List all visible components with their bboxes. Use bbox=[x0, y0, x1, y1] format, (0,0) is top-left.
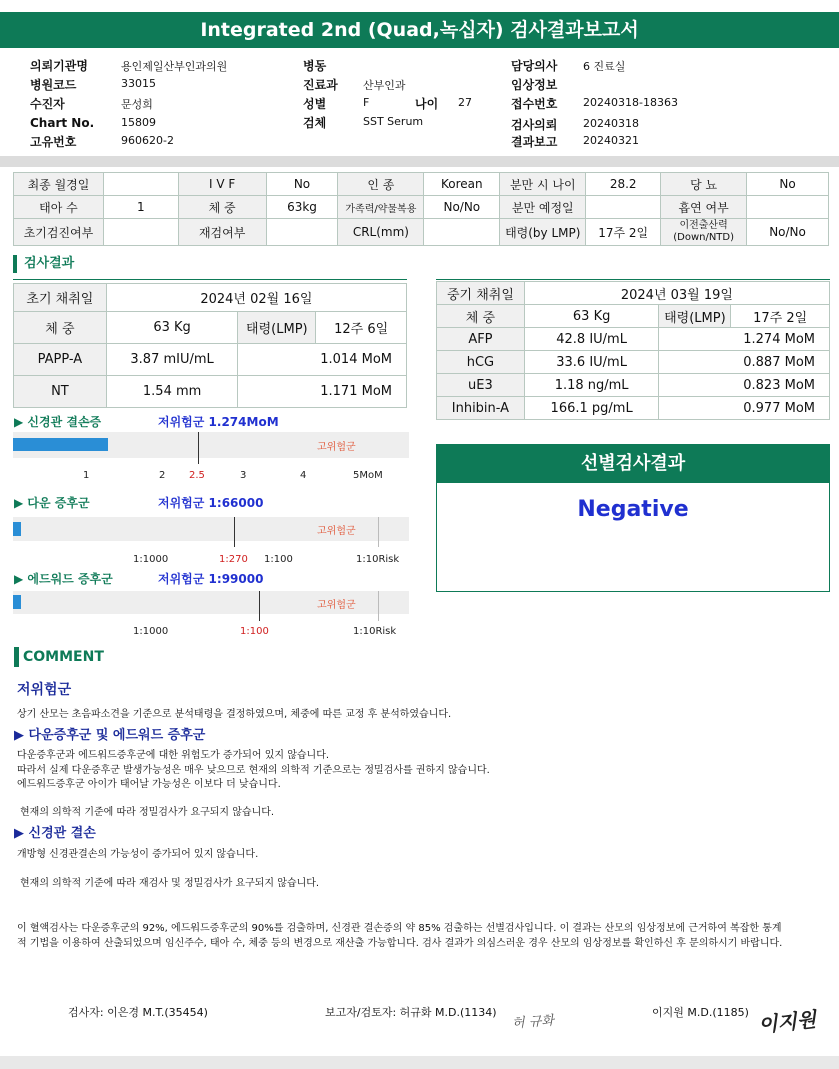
info-row bbox=[14, 219, 829, 246]
header-value: SST Serum bbox=[363, 115, 424, 128]
risk-label: ▶ 다운 증후군 bbox=[14, 496, 90, 510]
high-risk-label: 고위험군 bbox=[317, 442, 356, 453]
marker-value: 42.8 IU/mL bbox=[524, 328, 659, 351]
divider bbox=[436, 279, 830, 280]
info-key: 이전출산력 (Down/NTD) bbox=[661, 219, 747, 246]
header-key: 임상정보 bbox=[511, 78, 558, 92]
header-value: F bbox=[363, 96, 370, 109]
cutoff-marker bbox=[198, 432, 199, 464]
results-title: 검사결과 bbox=[13, 255, 74, 273]
screening-result: Negative bbox=[577, 497, 689, 522]
doctor-handwritten-signature: 이지원 bbox=[757, 1007, 818, 1037]
marker-value: 33.6 IU/mL bbox=[524, 351, 659, 374]
early-weight: 63 Kg bbox=[106, 312, 238, 344]
comment-text: 에드워드증후군 아이가 태어날 가능성은 이보다 더 낮습니다. bbox=[17, 779, 281, 790]
risk-label: ▶ 에드워드 증후군 bbox=[14, 572, 113, 586]
marker-mom: 0.977 MoM bbox=[659, 397, 830, 420]
marker-value: 166.1 pg/mL bbox=[524, 397, 659, 420]
risk-bar-fill bbox=[13, 438, 108, 451]
info-key: 재검여부 bbox=[178, 219, 266, 246]
info-key: 가족력/약물복용 bbox=[338, 196, 424, 219]
mid-weight-label: 체 중 bbox=[437, 305, 525, 328]
comment-marker bbox=[14, 647, 19, 667]
high-risk-label: 고위험군 bbox=[317, 600, 356, 611]
disclaimer-text: 이 혈액검사는 다운증후군의 92%, 에드워드증후군의 90%를 검출하며, 신경관 결손증의 약 85% 검출하는 선별검사입니다. 이 결과는 산모의 임상정보에 근거하여 복잡한 통계 bbox=[17, 923, 782, 934]
axis-tick: 1:1000 bbox=[133, 626, 169, 637]
info-value bbox=[266, 219, 338, 246]
reviewer-handwritten-signature: 허 규화 bbox=[511, 1013, 555, 1032]
header-value: 20240321 bbox=[583, 134, 639, 147]
header-value: 6 진료실 bbox=[583, 60, 626, 73]
axis-tick: 2 bbox=[159, 470, 166, 481]
comment-heading: ▶ 신경관 결손 bbox=[14, 826, 96, 841]
marker-name: PAPP-A bbox=[14, 344, 107, 376]
info-key: I V F bbox=[178, 173, 266, 196]
info-value: 17주 2일 bbox=[586, 219, 661, 246]
header-key: 성별 bbox=[303, 97, 327, 111]
disclaimer-text: 적 기법을 이용하여 산출되었으며 임신주수, 태아 수, 체중 등의 변경으로 재산출 가능합니다. 검사 결과가 의심스러운 경우 산모의 임상정보를 확인하신 후 문의하시기 바랍니다. bbox=[17, 938, 783, 949]
info-key: 인 종 bbox=[338, 173, 424, 196]
table-row bbox=[14, 376, 407, 408]
info-value: Korean bbox=[424, 173, 500, 196]
axis-tick-cutoff: 1:100 bbox=[240, 626, 269, 637]
axis-tick: 1:10Risk bbox=[356, 554, 400, 565]
table-row bbox=[437, 374, 830, 397]
axis-tick: 3 bbox=[240, 470, 247, 481]
axis-tick: 1:10Risk bbox=[353, 626, 397, 637]
info-value bbox=[747, 196, 829, 219]
header-value: 용인제일산부인과의원 bbox=[121, 60, 228, 73]
marker-name: NT bbox=[14, 376, 107, 408]
screening-title: 선별검사결과 bbox=[437, 445, 829, 483]
early-date-label: 초기 채취일 bbox=[14, 284, 107, 312]
marker-mom: 1.014 MoM bbox=[238, 344, 407, 376]
info-key: CRL(mm) bbox=[338, 219, 424, 246]
info-value: No/No bbox=[424, 196, 500, 219]
info-value bbox=[103, 173, 178, 196]
marker-value: 1.54 mm bbox=[106, 376, 238, 408]
info-key: 흡연 여부 bbox=[661, 196, 747, 219]
marker-mom: 0.887 MoM bbox=[659, 351, 830, 374]
marker-name: uE3 bbox=[437, 374, 525, 397]
info-value: No bbox=[266, 173, 338, 196]
axis-end-marker bbox=[378, 591, 379, 621]
risk-value: 저위험군 1:99000 bbox=[158, 572, 264, 586]
mid-date-label: 중기 채취일 bbox=[437, 282, 525, 305]
info-row bbox=[14, 173, 829, 196]
header-key: 병원코드 bbox=[30, 78, 77, 92]
marker-name: Inhibin-A bbox=[437, 397, 525, 420]
header-key: 고유번호 bbox=[30, 135, 77, 149]
cutoff-marker bbox=[259, 591, 260, 621]
early-date: 2024년 02월 16일 bbox=[106, 284, 406, 312]
divider bbox=[13, 279, 407, 280]
info-key: 최종 월경일 bbox=[14, 173, 104, 196]
tester-signature: 검사자: 이은경 M.T.(35454) bbox=[68, 1006, 208, 1019]
header-key: 의뢰기관명 bbox=[30, 59, 88, 73]
header-key: 수진자 bbox=[30, 97, 65, 111]
mid-results-table bbox=[436, 281, 830, 420]
risk-bar-fill bbox=[13, 595, 21, 609]
footer-strip bbox=[0, 1056, 839, 1069]
comment-title: COMMENT bbox=[23, 649, 104, 665]
header-key: 검체 bbox=[303, 116, 327, 130]
header-value: 15809 bbox=[121, 116, 156, 129]
early-weight-label: 체 중 bbox=[14, 312, 107, 344]
header-value: 산부인과 bbox=[363, 79, 406, 92]
age-label: 나이 bbox=[415, 97, 439, 111]
header-key: 결과보고 bbox=[511, 135, 558, 149]
table-row bbox=[437, 351, 830, 374]
axis-tick: 1 bbox=[83, 470, 90, 481]
axis-end-marker bbox=[378, 517, 379, 547]
early-ga: 12주 6일 bbox=[316, 312, 407, 344]
table-row bbox=[437, 328, 830, 351]
reviewer-signature: 보고자/검토자: 허규화 M.D.(1134) bbox=[325, 1006, 497, 1019]
marker-mom: 0.823 MoM bbox=[659, 374, 830, 397]
axis-tick: 4 bbox=[300, 470, 307, 481]
marker-name: hCG bbox=[437, 351, 525, 374]
marker-value: 1.18 ng/mL bbox=[524, 374, 659, 397]
info-key: 분만 시 나이 bbox=[500, 173, 586, 196]
axis-tick: 5MoM bbox=[353, 470, 383, 481]
header-key: 담당의사 bbox=[511, 59, 558, 73]
header-key: 진료과 bbox=[303, 78, 338, 92]
header-key: Chart No. bbox=[30, 116, 95, 130]
info-row bbox=[14, 196, 829, 219]
high-risk-label: 고위험군 bbox=[317, 526, 356, 537]
header-value: 20240318 bbox=[583, 117, 639, 130]
early-ga-label: 태령(LMP) bbox=[238, 312, 316, 344]
mid-date: 2024년 03월 19일 bbox=[524, 282, 829, 305]
info-key: 초기검진여부 bbox=[14, 219, 104, 246]
info-key: 태령(by LMP) bbox=[500, 219, 586, 246]
header-value: 33015 bbox=[121, 77, 156, 90]
marker-name: AFP bbox=[437, 328, 525, 351]
comment-text: 상기 산모는 초음파소견을 기준으로 분석태령을 결정하였으며, 체중에 따른 교정 후 분석하였습니다. bbox=[17, 709, 452, 720]
info-value bbox=[424, 219, 500, 246]
early-results-table bbox=[13, 283, 407, 408]
info-value: 1 bbox=[103, 196, 178, 219]
comment-text: 개방형 신경관결손의 가능성이 증가되어 있지 않습니다. bbox=[17, 849, 259, 860]
risk-label: ▶ 신경관 결손증 bbox=[14, 415, 102, 429]
info-value: No bbox=[747, 173, 829, 196]
mid-weight: 63 Kg bbox=[524, 305, 659, 328]
table-row bbox=[14, 344, 407, 376]
info-key: 당 뇨 bbox=[661, 173, 747, 196]
info-key: 태아 수 bbox=[14, 196, 104, 219]
mid-ga-label: 태령(LMP) bbox=[659, 305, 731, 328]
header-value: 20240318-18363 bbox=[583, 96, 678, 109]
marker-mom: 1.171 MoM bbox=[238, 376, 407, 408]
table-row bbox=[437, 397, 830, 420]
age-value: 27 bbox=[458, 96, 472, 109]
info-value bbox=[586, 196, 661, 219]
risk-bar-fill bbox=[13, 522, 21, 536]
info-value: No/No bbox=[747, 219, 829, 246]
patient-info-table bbox=[13, 172, 829, 246]
axis-tick: 1:100 bbox=[264, 554, 293, 565]
risk-value: 저위험군 1:66000 bbox=[158, 496, 264, 510]
header-value: 문성희 bbox=[121, 98, 153, 111]
mid-ga: 17주 2일 bbox=[731, 305, 830, 328]
doctor-signature: 이지원 M.D.(1185) bbox=[652, 1006, 749, 1019]
comment-text: 현재의 의학적 기준에 따라 정밀검사가 요구되지 않습니다. bbox=[20, 807, 275, 818]
comment-heading: ▶ 다운증후군 및 에드워드 증후군 bbox=[14, 728, 206, 743]
comment-heading: 저위험군 bbox=[17, 682, 72, 698]
info-value: 63kg bbox=[266, 196, 338, 219]
comment-text: 다운증후군과 에드워드증후군에 대한 위험도가 증가되어 있지 않습니다. bbox=[17, 750, 330, 761]
header-key: 병동 bbox=[303, 59, 327, 73]
report-title: Integrated 2nd (Quad,녹십자) 검사결과보고서 bbox=[0, 12, 839, 48]
axis-tick-cutoff: 1:270 bbox=[219, 554, 248, 565]
axis-tick-cutoff: 2.5 bbox=[189, 470, 205, 481]
header-key: 검사의뢰 bbox=[511, 118, 558, 132]
header-key: 접수번호 bbox=[511, 97, 558, 111]
info-value: 28.2 bbox=[586, 173, 661, 196]
info-key: 분만 예정일 bbox=[500, 196, 586, 219]
marker-value: 3.87 mIU/mL bbox=[106, 344, 238, 376]
risk-value: 저위험군 1.274MoM bbox=[158, 415, 279, 429]
header-divider bbox=[0, 156, 839, 167]
axis-tick: 1:1000 bbox=[133, 554, 169, 565]
comment-text: 따라서 실제 다운증후군 발생가능성은 매우 낮으므로 현재의 의학적 기준으로는 정밀검사를 권하지 않습니다. bbox=[17, 765, 490, 776]
screening-result-box bbox=[436, 444, 830, 592]
cutoff-marker bbox=[234, 517, 235, 547]
info-value bbox=[103, 219, 178, 246]
header-value: 960620-2 bbox=[121, 134, 174, 147]
info-key: 체 중 bbox=[178, 196, 266, 219]
comment-text: 현재의 의학적 기준에 따라 재검사 및 정밀검사가 요구되지 않습니다. bbox=[20, 878, 320, 889]
marker-mom: 1.274 MoM bbox=[659, 328, 830, 351]
